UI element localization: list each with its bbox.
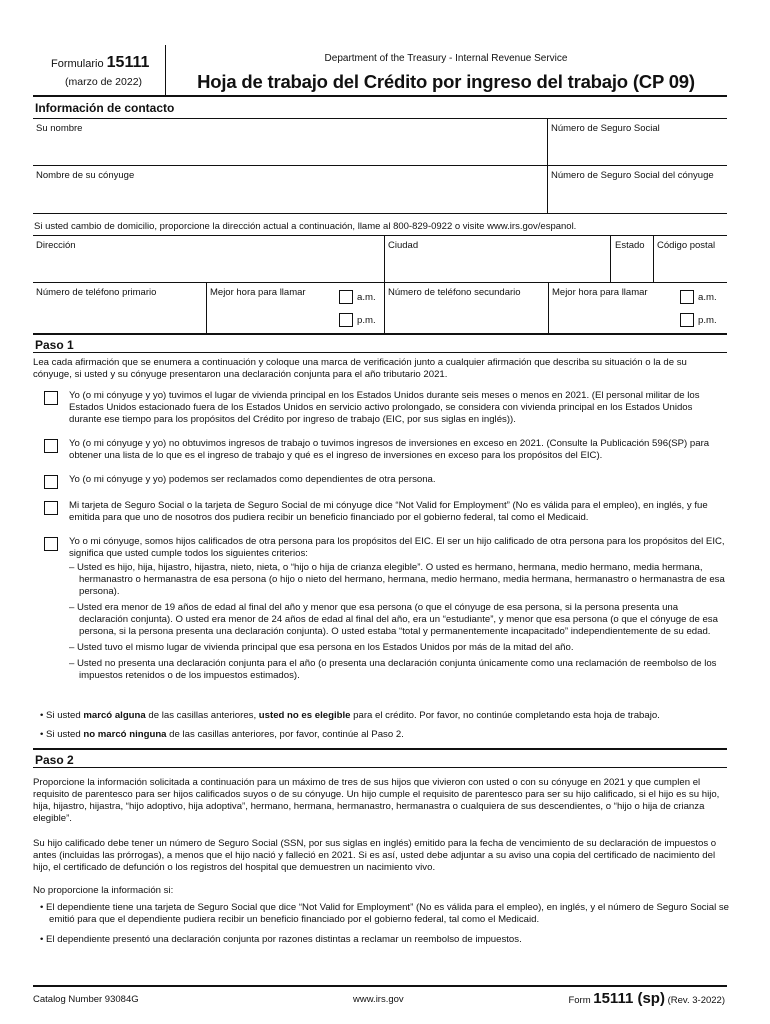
- am-checkbox[interactable]: [339, 290, 353, 304]
- footer: [33, 985, 727, 1007]
- row-address: [33, 236, 727, 283]
- page-title: Hoja de trabajo del Crédito por ingreso del trabajo (CP 09): [197, 71, 695, 92]
- footer-form-id: Form 15111 (sp) (Rev. 3-2022): [568, 990, 725, 1007]
- pm2-checkbox[interactable]: [680, 313, 694, 327]
- pm-checkbox[interactable]: [339, 313, 353, 327]
- form-prefix: Formulario: [51, 58, 104, 70]
- city-field[interactable]: Ciudad: [388, 240, 419, 251]
- paso2-p2: Su hijo calificado debe tener un número de Seguro Social (SSN, por sus siglas en inglés) emitido para la fecha de vencimiento de su declaración de impuestos o antes (incluidas las prórrogas), a menos que el hijo nació y falleció en 2021. Si es así, usted debe adjuntar a su aviso una copia del certificado de nacimiento del hijo, el certificado de defunción o los registros del hospital que demuestren un nacimiento vivo.: [33, 838, 717, 873]
- paso1-checkbox-1[interactable]: [44, 391, 58, 405]
- form-header: [33, 45, 727, 97]
- paso1-checkbox-3[interactable]: [44, 475, 58, 489]
- paso2-bullet-1: • El dependiente tiene una tarjeta de Seguro Social que dice “Not Valid for Employment” (No es válida para el empleo), en inglés, y el número de Seguro Social se emitió para que el dependiente pudiera recibir un beneficio financiado por el gobierno federal, tal como el Medicaid.: [40, 902, 729, 925]
- primary-phone-field[interactable]: Número de teléfono primario: [36, 287, 157, 298]
- spouse-name-field[interactable]: Nombre de su cónyuge: [36, 170, 135, 181]
- row-phones: [33, 283, 727, 334]
- best-time-field: Mejor hora para llamar: [210, 287, 306, 298]
- pm-label: p.m.: [357, 315, 376, 326]
- form-number-value: 15111: [106, 54, 150, 71]
- am-label: a.m.: [357, 292, 376, 303]
- paso1-item-5-lead: Yo o mi cónyuge, somos hijos calificados de otra persona para los propósitos del EIC. El ser un hijo calificado de otra persona para los propósitos del EIC, significa que usted cumple todos los siguientes criterios:: [69, 536, 725, 559]
- paso1-intro: Lea cada afirmación que se enumera a continuación y coloque una marca de verificación junto a cualquier afirmación que describa su situación o la de su cónyuge, si usted y su cónyuge presentaron una declaración conjunta para el año tributario 2021.: [33, 357, 687, 380]
- am2-checkbox[interactable]: [680, 290, 694, 304]
- paso1-heading: Paso 1: [33, 333, 727, 353]
- zip-field[interactable]: Código postal: [657, 240, 716, 251]
- criterion-1: – Usted es hijo, hija, hijastro, hijastra, nieto, nieta, o “hijo o hija de crianza elegible”. O usted es hermano, hermana, medio hermano, media hermana, hermanastro o hermanastra de esa persona (o hijo o nieto del hermano, hermana, medio hermano, media hermana, hermanastro o hermanastra de esa persona).: [69, 562, 725, 597]
- paso1-item-3-text: Yo (o mi cónyuge y yo) podemos ser reclamados como dependientes de otra persona.: [69, 474, 436, 485]
- row-name: [33, 119, 727, 166]
- irs-link[interactable]: www.irs.gov: [353, 994, 404, 1005]
- criterion-2: – Usted era menor de 19 años de edad al final del año y menor que esa persona (o que el cónyuge de esa persona, si la persona presenta una declaración conjunta). O usted era menor de 24 años de edad al final del año, era un “estudiante”, y menor que esa persona (o que el cónyuge de esa persona, si la persona presenta una declaración conjunta). O usted estaba “total y permanentemente incapacitado” independientemente de su edad.: [69, 602, 718, 637]
- best-time2-field: Mejor hora para llamar: [552, 287, 648, 298]
- paso2-bullet-2: • El dependiente presentó una declaración conjunta por razones distintas a reclamar un reembolso de impuestos.: [40, 934, 522, 945]
- paso2-p1: Proporcione la información solicitada a continuación para un máximo de tres de sus hijos que vivieron con usted o con su cónyuge en 2021 y que cumplen el requisito de parentesco para ser hijos calificados suyos o de su cónyuge. Un hijo cumple el requisito de parentesco para ser su hijo calificado, si el hijo es su hijo, hija, hijastro, hijastra, “hijo adoptivo, hija adoptiva”, hermano, hermana, hermanastro, hermanastra o cualquiera de sus descendientes, o “hijo o hija de crianza elegible”.: [33, 777, 720, 824]
- paso2-heading: Paso 2: [33, 748, 727, 768]
- paso1-checkbox-5[interactable]: [44, 537, 58, 551]
- paso1-bullet-2: • Si usted no marcó ninguna de las casillas anteriores, por favor, continúe al Paso 2.: [40, 729, 404, 740]
- criterion-4: – Usted no presenta una declaración conjunta para el año (o presenta una declaración conjunta únicamente como una reclamación de reembolso de los impuestos retenidos o de los impuestos estimados).: [69, 658, 717, 681]
- form-id-box: [33, 45, 166, 95]
- catalog-number: Catalog Number 93084G: [33, 994, 139, 1005]
- state-field[interactable]: Estado: [615, 240, 645, 251]
- paso1-item-4-text: Mi tarjeta de Seguro Social o la tarjeta de Seguro Social de mi cónyuge dice “Not Valid for Employment” (No es válida para el empleo), en inglés, y fue emitida para que uno de nosotros dos pudiera recibir un beneficio financiado por el gobierno federal, tal como el Medicaid.: [69, 500, 708, 523]
- address-note: Si usted cambio de domicilio, proporcione la dirección actual a continuación, llame al 800-829-0922 o visite www.irs.gov/espanol.: [34, 221, 577, 232]
- your-name-field[interactable]: Su nombre: [36, 123, 83, 134]
- row-spouse: [33, 166, 727, 214]
- form-number: [51, 54, 149, 72]
- department: Department of the Treasury - Internal Revenue Service: [324, 53, 568, 64]
- contact-heading: Información de contacto: [35, 101, 175, 115]
- paso1-item-2-text: Yo (o mi cónyuge y yo) no obtuvimos ingresos de trabajo o tuvimos ingresos de inversiones en exceso en 2021. (Consulte la Publicación 596(SP) para obtener una lista de lo que es el ingreso de trabajo y qué es el ingreso de inversiones en exceso para los propósitos del EIC).: [69, 438, 710, 461]
- address-field[interactable]: Dirección: [36, 240, 76, 251]
- form-page: [33, 45, 729, 1007]
- paso1-checkbox-4[interactable]: [44, 501, 58, 515]
- spouse-ssn-field[interactable]: Número de Seguro Social del cónyuge: [551, 170, 714, 181]
- am2-label: a.m.: [698, 292, 717, 303]
- criterion-3: – Usted tuvo el mismo lugar de vivienda principal que esa persona en los Estados Unidos por más de la mitad del año.: [69, 642, 574, 653]
- paso1-bullet-1: • Si usted marcó alguna de las casillas anteriores, usted no es elegible para el crédito. Por favor, no continúe completando esta hoja de trabajo.: [40, 710, 660, 721]
- ssn-field[interactable]: Número de Seguro Social: [551, 123, 660, 134]
- form-date: (marzo de 2022): [65, 76, 143, 88]
- pm2-label: p.m.: [698, 315, 717, 326]
- paso1-checkbox-2[interactable]: [44, 439, 58, 453]
- paso1-item-1-text: Yo (o mi cónyuge y yo) tuvimos el lugar de vivienda principal en los Estados Unidos durante seis meses o menos en 2021. (El personal militar de los Estados Unidos estacionado fuera de los Estados Unidos en servicio activo prolongado, se considera con vivienda principal en los Estados Unidos durante ese tiempo para los propósitos del Crédito por ingreso de trabajo (EIC, por sus siglas en inglés)).: [69, 390, 700, 425]
- paso1-item-5-text: [69, 536, 725, 686]
- secondary-phone-field[interactable]: Número de teléfono secundario: [388, 287, 521, 298]
- paso2-p3: No proporcione la información si:: [33, 885, 174, 896]
